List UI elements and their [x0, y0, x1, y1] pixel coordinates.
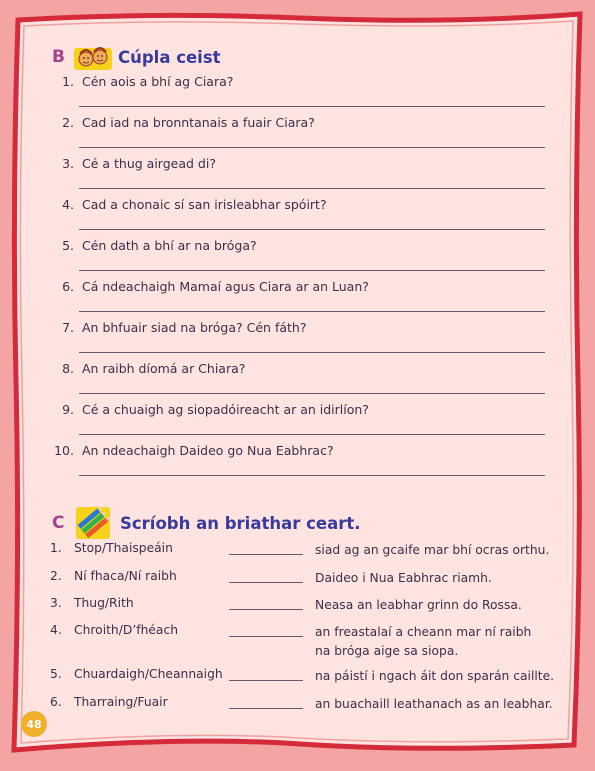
question-number: 8.	[62, 361, 74, 376]
answer-line[interactable]	[79, 106, 545, 107]
question-5	[46, 238, 546, 253]
question-text: An ndeachaigh Daideo go Nua Eabhrac?	[82, 443, 334, 458]
pencils-icon	[74, 505, 114, 541]
sentence-line: Daideo i Nua Eabhrac riamh.	[315, 571, 492, 585]
sentence-line: an buachaill leathanach as an leabhar.	[315, 697, 553, 711]
verb-options: Thug/Rith	[74, 596, 134, 610]
answer-line[interactable]	[79, 311, 545, 312]
section-c-letter: C	[52, 513, 65, 533]
row-number: 3.	[50, 596, 62, 610]
sentence-rest	[315, 569, 492, 588]
fill-in-row-6	[50, 695, 560, 735]
question-number: 6.	[62, 279, 74, 294]
question-text: Cá ndeachaigh Mamaí agus Ciara ar an Luan?	[82, 279, 369, 294]
row-number: 1.	[50, 541, 62, 555]
question-text: Cé a chuaigh ag siopadóireacht ar an idirlíon?	[82, 402, 369, 417]
answer-line[interactable]	[79, 475, 545, 476]
answer-line[interactable]	[79, 188, 545, 189]
section-b-header	[52, 44, 221, 70]
page-number: 48	[21, 711, 47, 737]
question-number: 3.	[62, 156, 74, 171]
verb-options: Chuardaigh/Cheannaigh	[74, 667, 223, 681]
answer-line[interactable]	[79, 229, 545, 230]
answer-blank[interactable]	[229, 582, 303, 583]
question-4	[46, 197, 546, 212]
sentence-line: Neasa an leabhar grinn do Rossa.	[315, 598, 522, 612]
sentence-line: an freastalaí a cheann mar ní raibh	[315, 625, 532, 639]
row-number: 2.	[50, 569, 62, 583]
answer-blank[interactable]	[229, 609, 303, 610]
question-7	[46, 320, 546, 335]
answer-line[interactable]	[79, 352, 545, 353]
answer-line[interactable]	[79, 270, 545, 271]
question-text: An bhfuair siad na bróga? Cén fáth?	[82, 320, 307, 335]
question-number: 2.	[62, 115, 74, 130]
question-9	[46, 402, 546, 417]
answer-blank[interactable]	[229, 680, 303, 681]
sentence-rest	[315, 695, 553, 714]
question-1	[46, 74, 546, 89]
question-number: 10.	[54, 443, 74, 458]
row-number: 6.	[50, 695, 62, 709]
verb-options: Ní fhaca/Ní raibh	[74, 569, 177, 583]
section-b-letter: B	[52, 47, 65, 67]
answer-line[interactable]	[79, 393, 545, 394]
answer-blank[interactable]	[229, 636, 303, 637]
question-number: 1.	[62, 74, 74, 89]
verb-options: Chroith/D’fhéach	[74, 623, 179, 637]
sentence-line: na bróga aige sa siopa.	[315, 644, 459, 658]
row-number: 4.	[50, 623, 62, 637]
sentence-rest	[315, 667, 554, 686]
two-children-faces-icon	[74, 44, 112, 70]
answer-blank[interactable]	[229, 554, 303, 555]
section-c-header	[52, 505, 361, 541]
sentence-line: na páistí i ngach áit don sparán caillte.	[315, 669, 555, 683]
sentence-rest	[315, 623, 531, 661]
verb-options: Tharraing/Fuair	[74, 695, 168, 709]
question-text: Cén aois a bhí ag Ciara?	[82, 74, 234, 89]
sentence-line: siad ag an gcaife mar bhí ocras orthu.	[315, 543, 550, 557]
section-b-title: Cúpla ceist	[118, 47, 221, 67]
question-number: 5.	[62, 238, 74, 253]
question-text: Cad a chonaic sí san irisleabhar spóirt?	[82, 197, 327, 212]
question-text: Cén dath a bhí ar na bróga?	[82, 238, 257, 253]
question-text: Cad iad na bronntanais a fuair Ciara?	[82, 115, 315, 130]
answer-blank[interactable]	[229, 708, 303, 709]
answer-line[interactable]	[79, 147, 545, 148]
question-text: An raibh díomá ar Chiara?	[82, 361, 246, 376]
fill-in-row-4	[50, 623, 560, 663]
question-number: 4.	[62, 197, 74, 212]
question-text: Cé a thug airgead di?	[82, 156, 216, 171]
row-number: 5.	[50, 667, 62, 681]
question-8	[46, 361, 546, 376]
question-number: 9.	[62, 402, 74, 417]
sentence-rest	[315, 541, 549, 560]
question-6	[46, 279, 546, 294]
verb-options: Stop/Thaispeáin	[74, 541, 173, 555]
question-2	[46, 115, 546, 130]
question-3	[46, 156, 546, 171]
answer-line[interactable]	[79, 434, 545, 435]
sentence-rest	[315, 596, 522, 615]
question-number: 7.	[62, 320, 74, 335]
question-10	[46, 443, 546, 458]
section-c-title: Scríobh an briathar ceart.	[120, 513, 361, 533]
